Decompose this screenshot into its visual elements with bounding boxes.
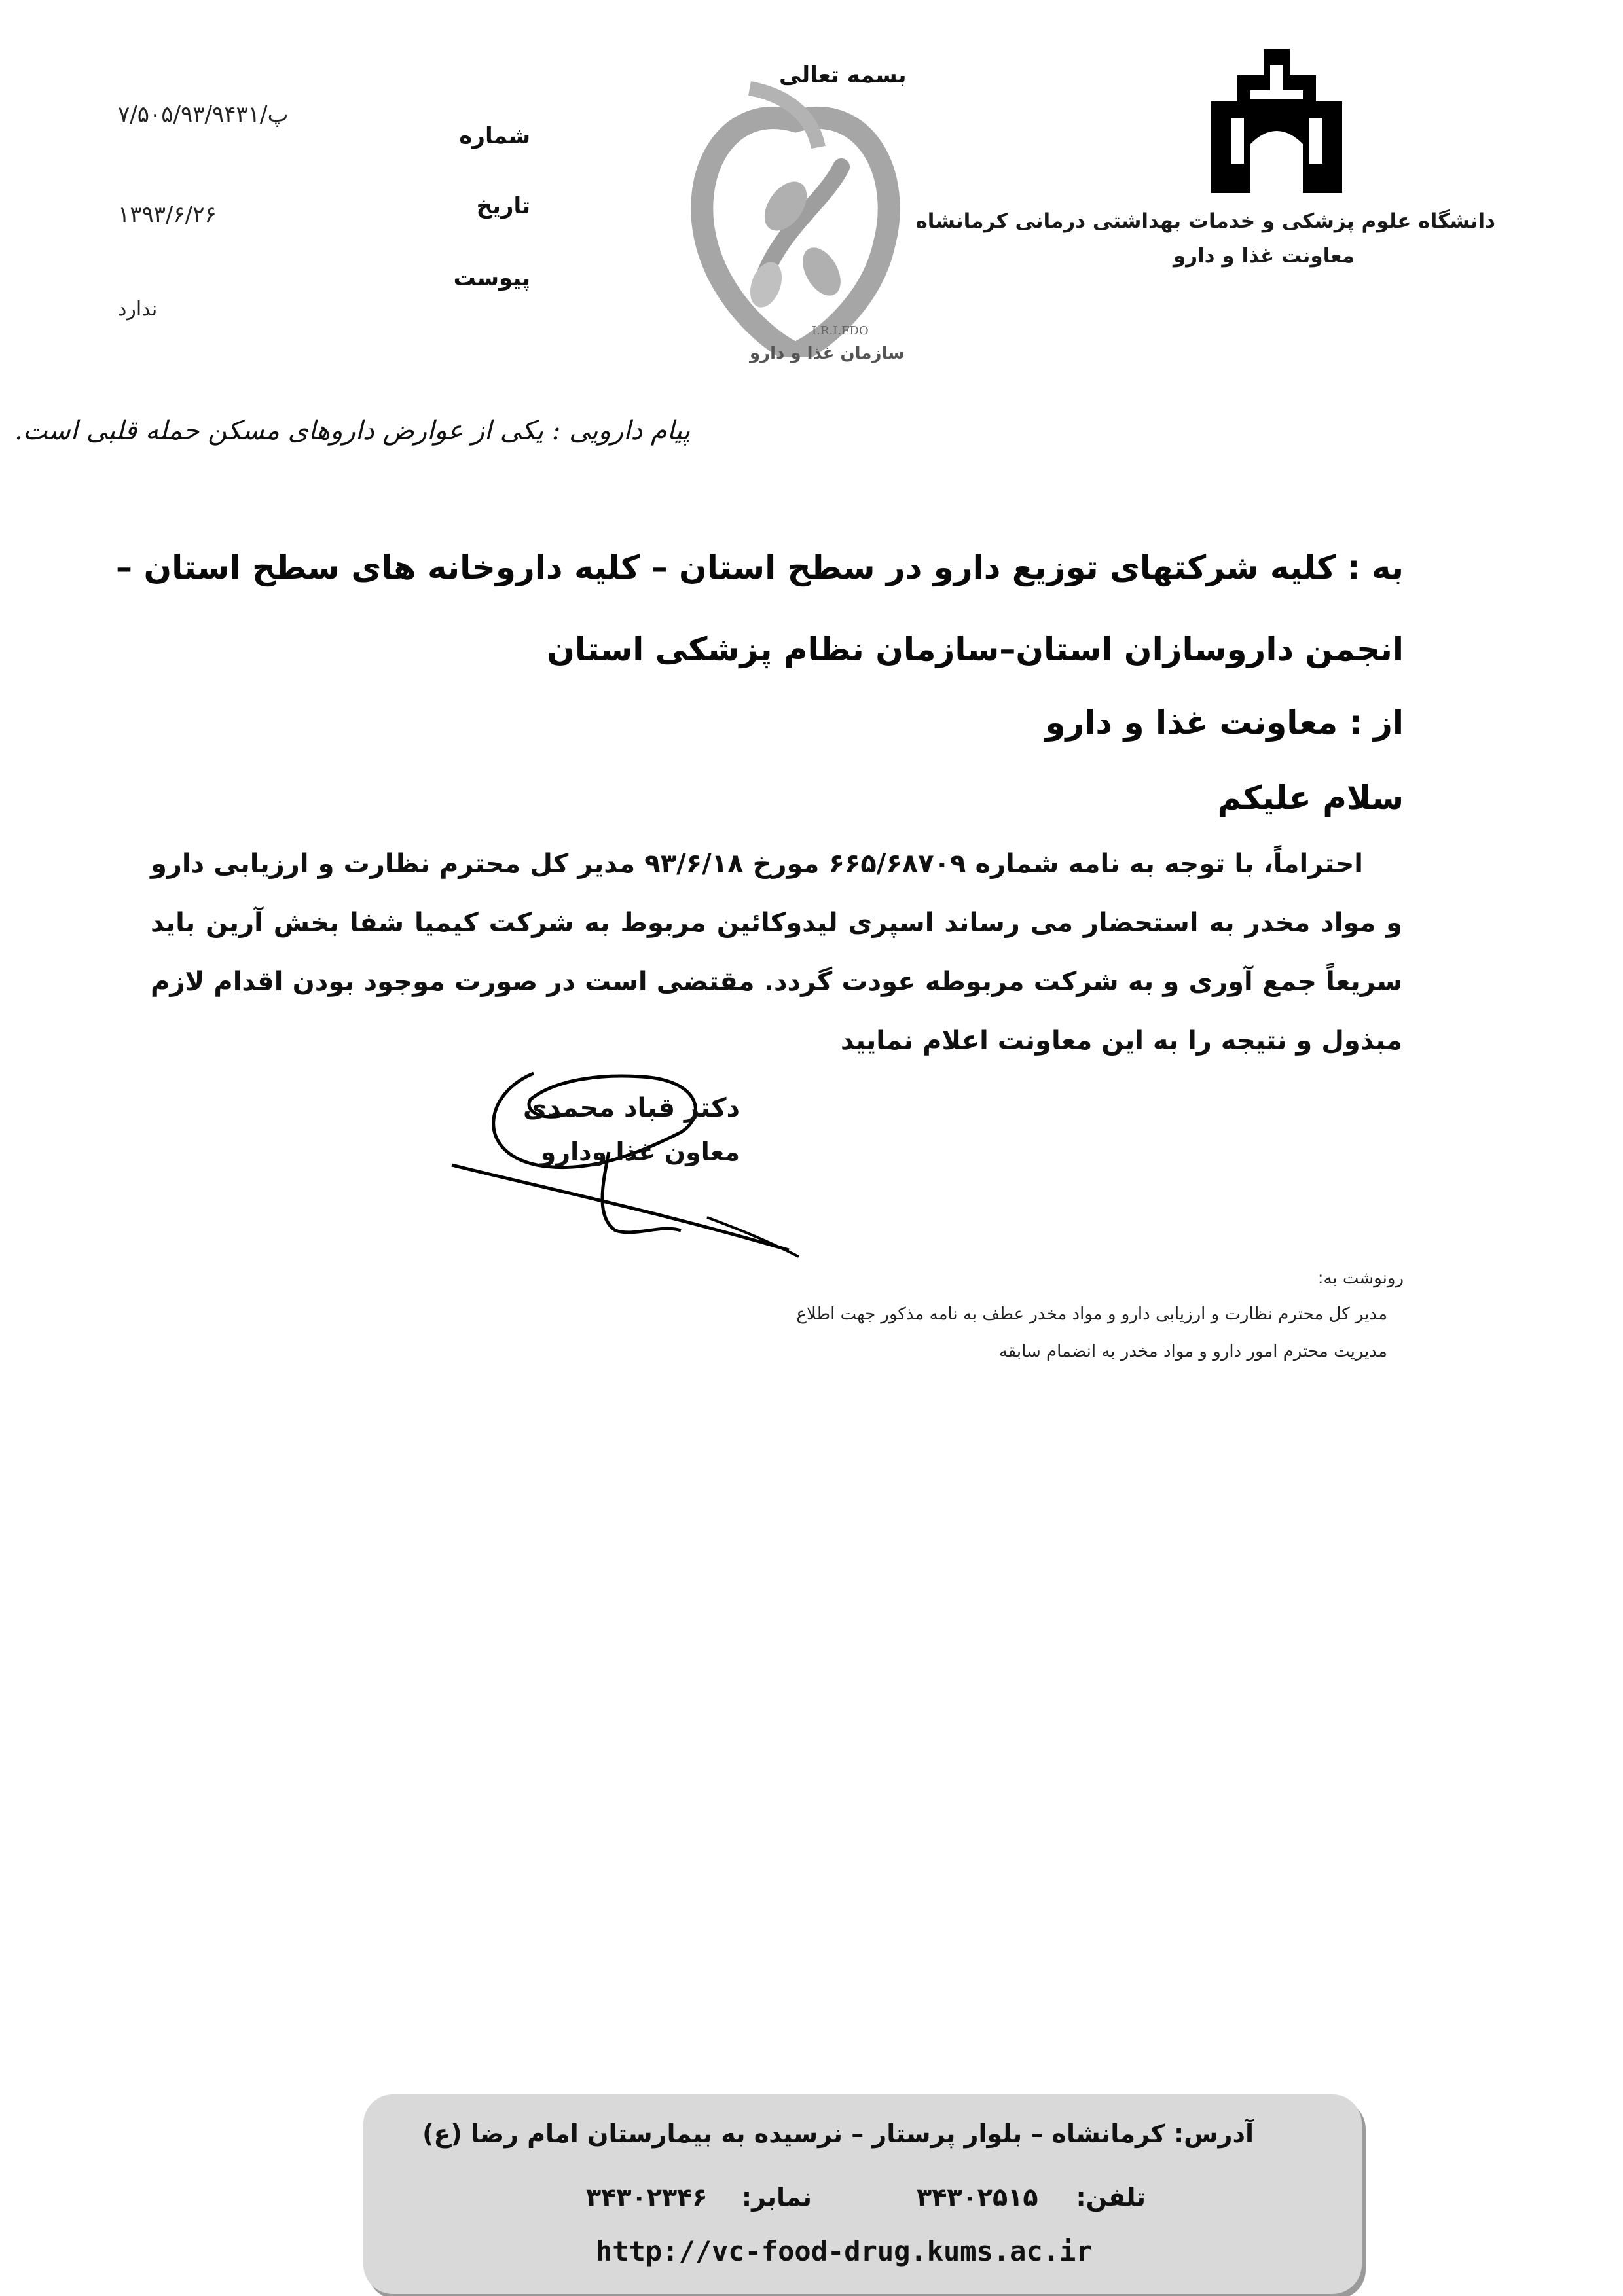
footer-address: آدرس: کرمانشاه – بلوار پرستار – نرسیده به بیمارستان امام رضا (ع) [422, 2119, 1254, 2148]
letter-body: احتراماً، با توجه به نامه شماره ۶۶۵/۶۸۷۰۹ مورخ ۹۳/۶/۱۸ مدیر کل محترم نظارت و ارزیابی دارو و مواد مخدر به استحضار می رساند اسپری لیدوکائین مربوط به شرکت کیمیا شفا بخش آرین باید سریعاً جمع آوری و به شرکت مربوطه عودت گردد. مقتضی است در صورت موجود بودن اقدام لازم مبذول و نتیجه را به این معاونت اعلام نمایید [151, 849, 1402, 1056]
letter-attachment-label: پیوست [453, 265, 530, 291]
letter-number-label: شماره [459, 123, 530, 149]
letter-date-label: تاریخ [476, 193, 530, 219]
fdo-logo [681, 49, 930, 389]
cc-line-2: مدیریت محترم امور دارو و مواد مخدر به انضمام سابقه [998, 1342, 1387, 1361]
university-logo-icon [1198, 39, 1355, 196]
bismillah-text: بسمه تعالی [779, 62, 907, 88]
footer-address-box [363, 2094, 1362, 2294]
footer-fax-label: نمابر: [741, 2183, 812, 2212]
university-name: دانشگاه علوم پزشکی و خدمات بهداشتی درمانی کرمانشاه [915, 209, 1495, 233]
pharma-slogan: پیام دارویی : یکی از عوارض داروهای مسکن حمله قلبی است. [14, 416, 690, 446]
signatory-title: معاون غذا ودارو [540, 1138, 740, 1166]
greeting: سلام علیکم [1217, 779, 1404, 817]
letter-date-value: ۱۳۹۳/۶/۲۶ [118, 202, 217, 228]
fdo-latin-text: I.R.I.FDO [812, 324, 869, 338]
letter-number-value: ۷/۵۰۵/۹۳/۹۴۳۱/پ [118, 101, 289, 128]
fdo-name-text: سازمان غذا و دارو [750, 344, 905, 363]
addressee-to-line1: به : کلیه شرکتهای توزیع دارو در سطح استان – کلیه داروخانه های سطح استان – [116, 548, 1404, 586]
signatory-name: دکتر قباد محمدی [522, 1093, 740, 1123]
footer-phone-label: تلفن: [1076, 2183, 1146, 2212]
fdo-emblem-icon [687, 75, 903, 357]
footer-website-link[interactable]: http://vc-food-drug.kums.ac.ir [596, 2235, 1093, 2267]
cc-label: رونوشت به: [1317, 1268, 1404, 1288]
addressee-from: از : معاونت غذا و دارو [1045, 704, 1404, 742]
cc-line-1: مدیر کل محترم نظارت و ارزیابی دارو و مواد مخدر عطف به نامه مذکور جهت اطلاع [796, 1304, 1387, 1324]
footer-fax: ۳۴۳۰۲۳۴۶ [586, 2183, 708, 2212]
letter-attachment-value: ندارد [118, 298, 158, 321]
addressee-to-line2: انجمن داروسازان استان–سازمان نظام پزشکی استان [547, 630, 1404, 668]
signature-block [445, 1054, 812, 1276]
footer-phone: ۳۴۳۰۲۵۱۵ [917, 2183, 1038, 2212]
university-department: معاونت غذا و دارو [1173, 244, 1355, 268]
